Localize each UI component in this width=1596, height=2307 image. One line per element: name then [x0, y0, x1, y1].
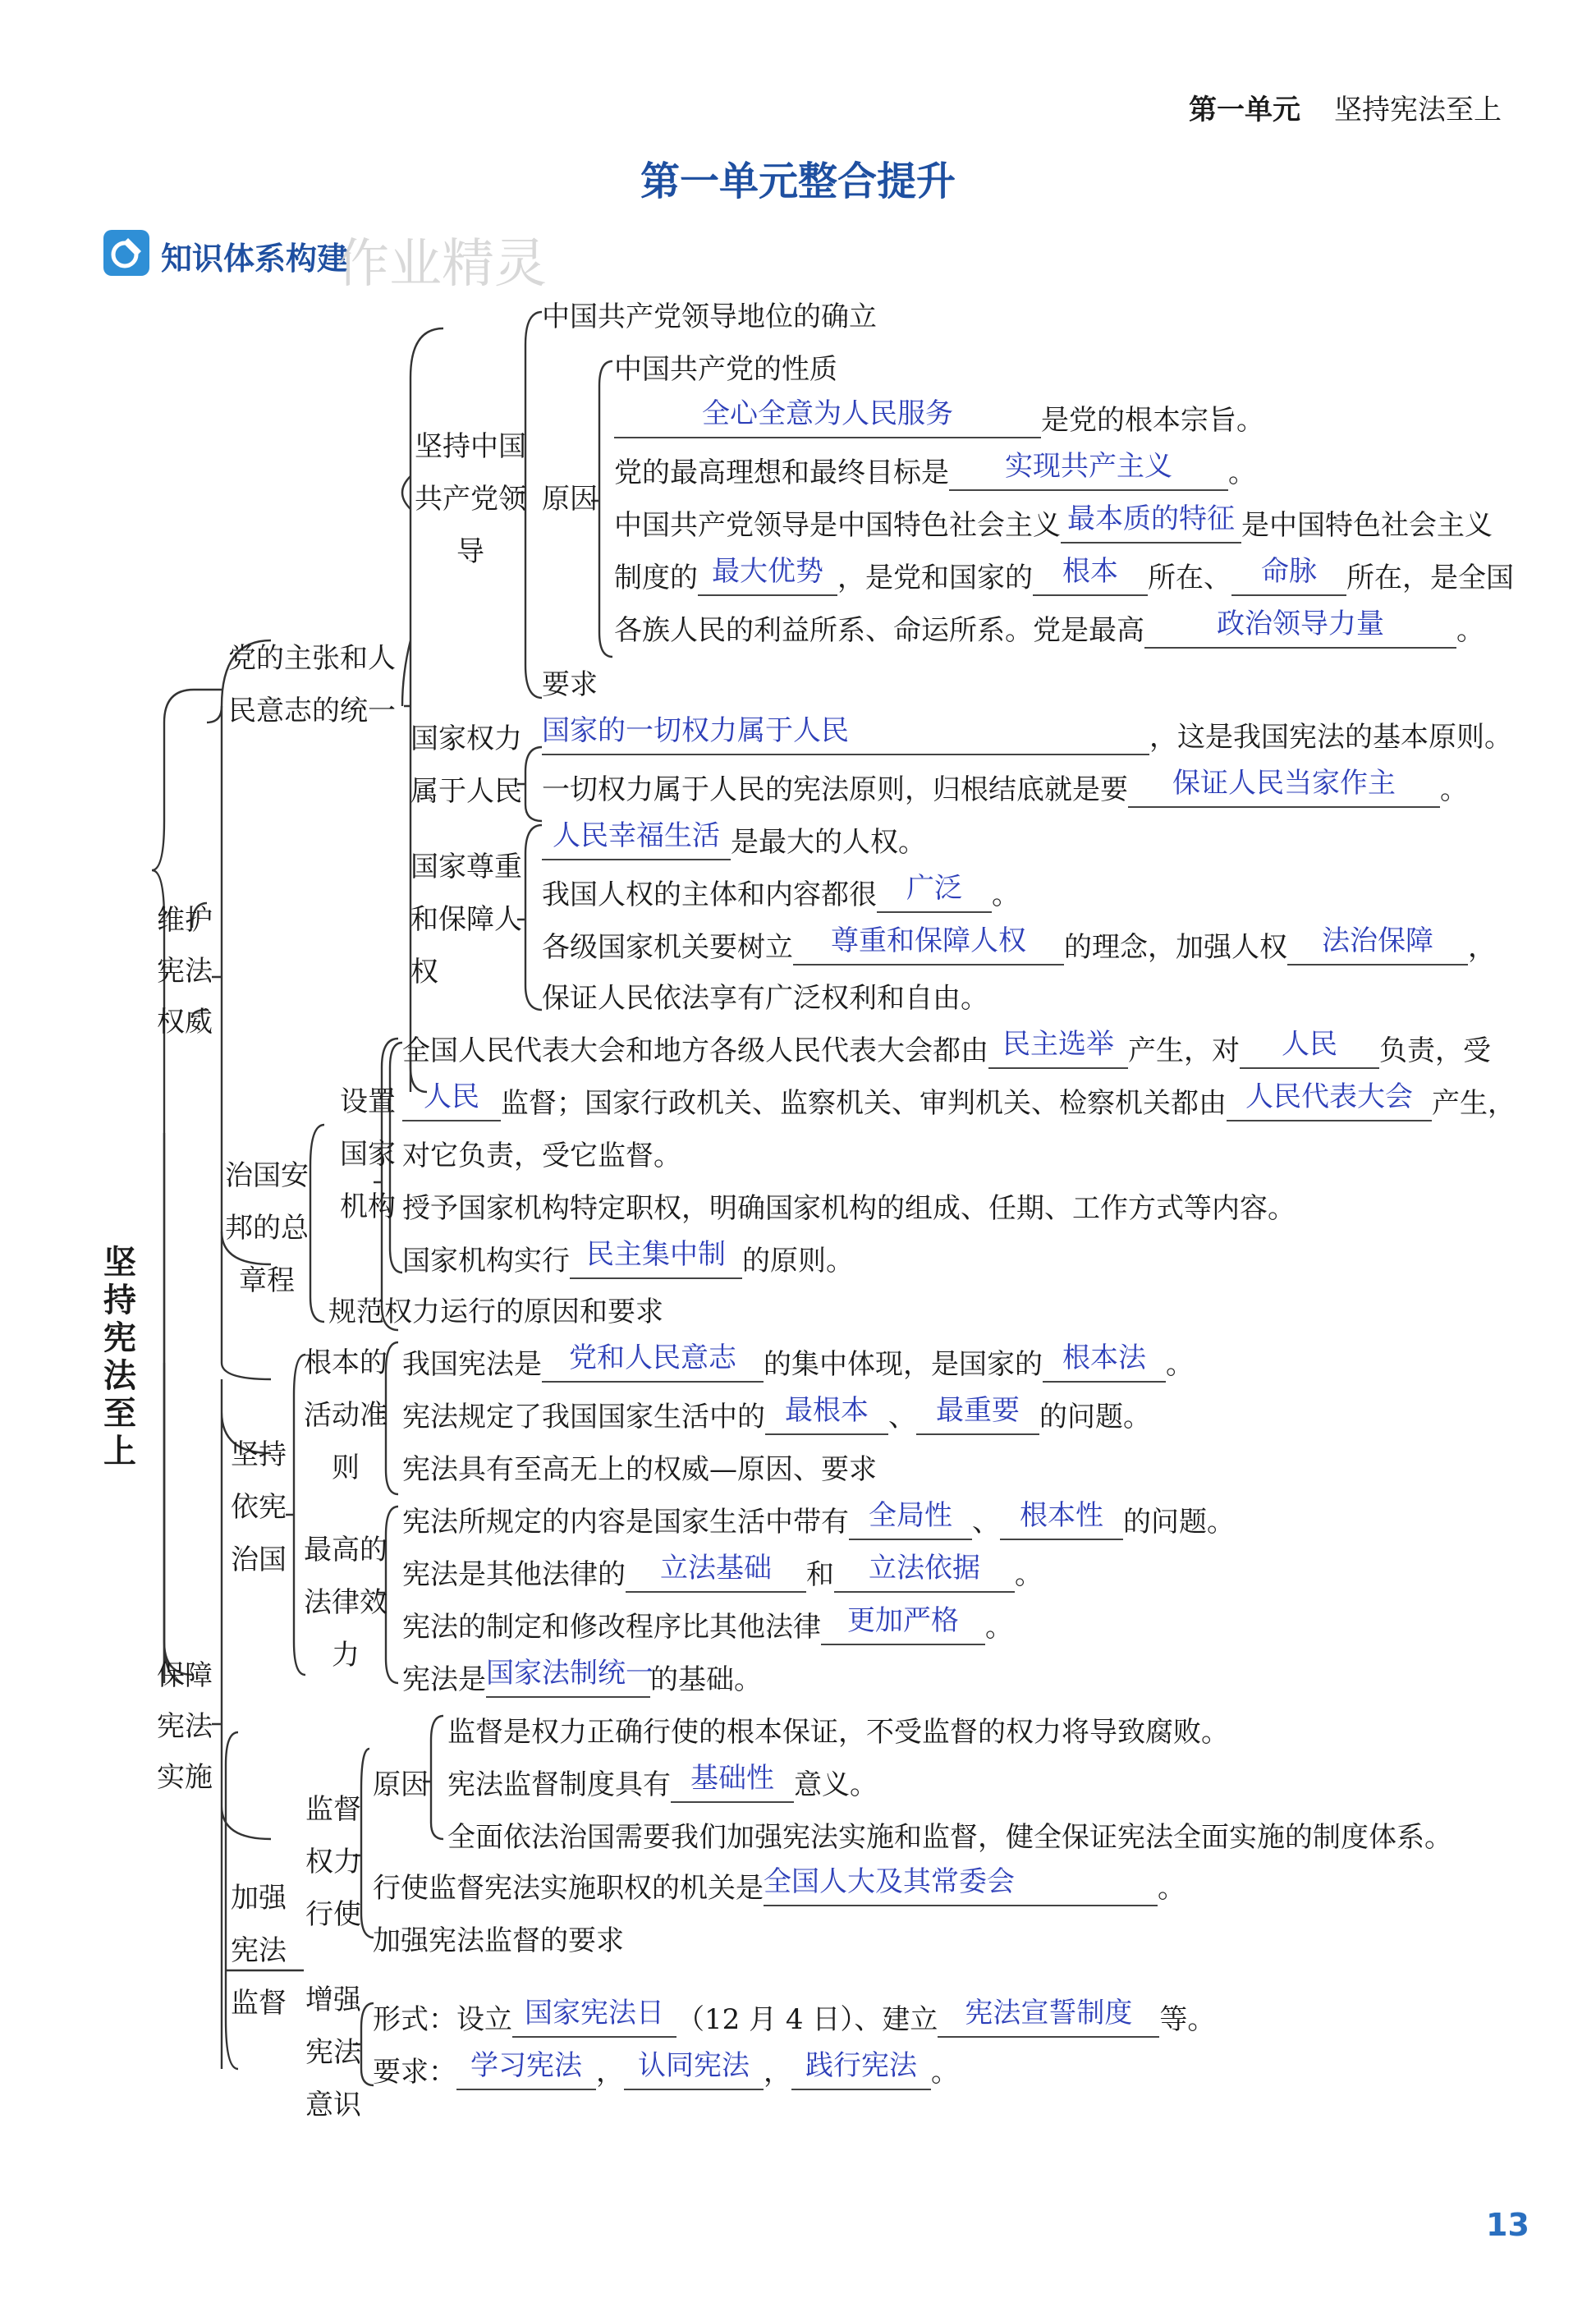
aware-title: 增强宪法意识: [305, 1984, 361, 2121]
charter-row1: 全国人民代表大会和地方各级人民代表大会都由 民主选举 产生，对 人民 负责，受: [402, 1028, 1491, 1067]
superv-row4: 行使监督宪法实施职权的机关是全国人大及其常委会 。: [373, 1865, 1186, 1905]
unity-title: 党的主张和人民意志的统一: [228, 642, 396, 727]
supreme-row2: 宪法是其他法律的 立法基础 和 立法依据 。: [402, 1552, 1043, 1591]
header-unit: 第一单元: [1189, 94, 1300, 126]
rights-row3: 各级国家机关要树立 尊重和保障人权 的理念，加强人权 法治保障 ，: [542, 924, 1496, 964]
rights-row1: 人民幸福生活 是最大的人权。: [542, 826, 926, 860]
basic-row2: 宪法规定了我国国家生活中的 最根本 、 最重要 的问题。: [402, 1394, 1151, 1433]
superv-power-title: 监督权力行使: [305, 1793, 361, 1931]
basic-row1: 我国宪法是 党和人民意志 的集中体现，是国家的 根本法 。: [402, 1342, 1194, 1381]
rule-title: 坚持依宪治国: [231, 1438, 287, 1576]
lead-row-fate: 各族人民的利益所系、命运所系。党是最高 政治领导力量 。: [614, 608, 1484, 647]
charter-title: 治国安邦的总章程: [225, 1159, 309, 1297]
supreme-row4: 宪法是国家法制统一的基础。: [402, 1657, 762, 1696]
charter-row4: 授予国家机构特定职权，明确国家机构的组成、任期、工作方式等内容。: [402, 1192, 1296, 1225]
charter-setup: 设置国家机构: [340, 1085, 396, 1223]
basic-row3: 宪法具有至高无上的权威—原因、要求: [402, 1453, 877, 1486]
lead-req: 要求: [542, 668, 598, 701]
power-row1: 国家的一切权力属于人民 ，这是我国宪法的基本原则。: [542, 714, 1512, 754]
lead-row-inst: 制度的 最大优势 ，是党和国家的 根本 所在、 命脉 所在，是全国: [614, 555, 1514, 594]
superv-row5: 加强宪法监督的要求: [373, 1924, 624, 1957]
superv-reason: 原因: [373, 1768, 429, 1801]
supreme-row3: 宪法的制定和修改程序比其他法律 更加严格 。: [402, 1604, 1013, 1644]
branch1-title: 维护宪法权威: [157, 904, 213, 1039]
supervise-title: 加强宪法监督: [231, 1882, 287, 2020]
page-title: 第一单元整合提升: [640, 158, 956, 204]
aware-row1: 形式：设立 国家宪法日 （12 月 4 日）、建立 宪法宣誓制度 等。: [373, 1997, 1216, 2036]
lead-reason: 原因: [542, 483, 598, 516]
charter-row5: 国家机构实行 民主集中制 的原则。: [402, 1238, 854, 1277]
aware-row2: 要求： 学习宪法 ， 认同宪法 ， 践行宪法 。: [373, 2049, 959, 2089]
charter-row2: 人民 监督；国家行政机关、监察机关、审判机关、检察机关都由 人民代表大会 产生，: [402, 1087, 1516, 1121]
supreme-title: 最高的法律效力: [304, 1534, 388, 1672]
power-row2: 一切权力属于人民的宪法原则，归根结底就是要 保证人民当家作主 。: [542, 767, 1468, 806]
lead-row-ideal: 党的最高理想和最终目标是 实现共产主义 。: [614, 450, 1256, 489]
supreme-row1: 宪法所规定的内容是国家生活中带有 全局性 、 根本性 的问题。: [402, 1499, 1235, 1539]
lead-nature: 中国共产党的性质: [614, 353, 837, 386]
root-title: 坚持宪法至上: [103, 1244, 136, 1470]
basic-title: 根本的活动准则: [304, 1346, 388, 1484]
lead-est: 中国共产党领导地位的确立: [542, 300, 877, 333]
charter-row3: 对它负责，受它监督。: [402, 1140, 681, 1172]
charter-row6: 规范权力运行的原因和要求: [328, 1296, 663, 1328]
rights-row2: 我国人权的主体和内容都很 广泛 。: [542, 872, 1020, 911]
page-number: 13: [1486, 2207, 1530, 2243]
lead-title: 坚持中国共产党领导: [415, 430, 526, 568]
superv-row3: 全面依法治国需要我们加强宪法实施和监督，健全保证宪法全面实施的制度体系。: [447, 1821, 1452, 1854]
superv-row2: 宪法监督制度具有 基础性 意义。: [447, 1762, 878, 1801]
rights-row4: 保证人民依法享有广泛权利和自由。: [542, 982, 988, 1015]
rights-title: 国家尊重和保障人权: [410, 851, 522, 988]
lead-row-serve: 全心全意为人民服务 是党的根本宗旨。: [614, 404, 1264, 438]
branch2-title: 保障宪法实施: [157, 1659, 213, 1794]
section-label: 知识体系构建: [161, 241, 349, 277]
header-unit-title: 坚持宪法至上: [1334, 94, 1502, 126]
lead-row-feat: 中国共产党领导是中国特色社会主义 最本质的特征 是中国特色社会主义: [614, 502, 1493, 542]
superv-row1: 监督是权力正确行使的根本保证，不受监督的权力将导致腐败。: [447, 1716, 1229, 1749]
watermark: 作业精灵: [337, 234, 547, 295]
power-title: 国家权力属于人民: [410, 722, 522, 808]
